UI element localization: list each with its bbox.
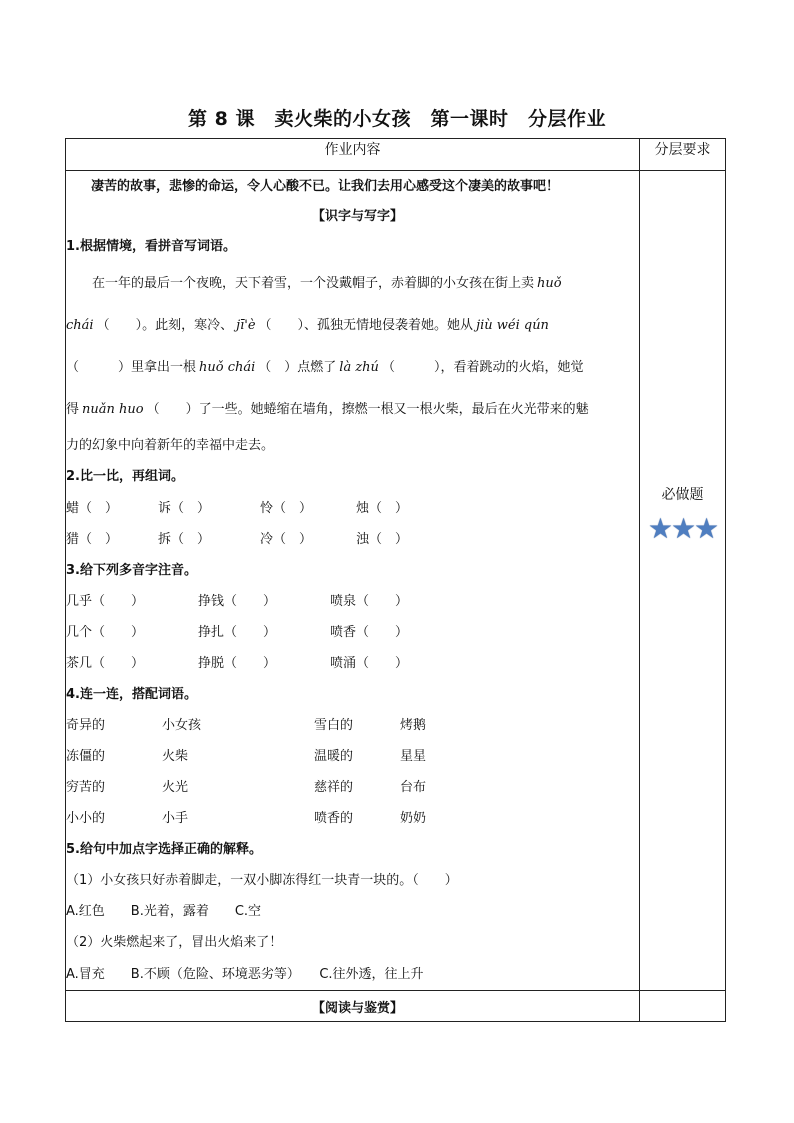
question-4-row: 冻僵的 火柴 温暖的 星星 <box>66 749 427 764</box>
question-4-title: 4.连一连，搭配词语。 <box>66 687 197 702</box>
question-1-title: 1.根据情境，看拼音写词语。 <box>66 238 236 254</box>
homework-content <box>66 171 640 991</box>
question-3-row: 几乎（ ） 挣钱（ ） 喷泉（ ） <box>66 594 409 609</box>
section-heading: 【阅读与鉴赏】 <box>311 1000 403 1016</box>
question-4-row: 小小的 小手 喷香的 奶奶 <box>66 811 427 826</box>
question-5-sentence: （1）小女孩只好赤着脚走，一双小脚冻得红一块青一块的。（ ） <box>66 873 458 888</box>
level-label: 必做题 <box>661 487 704 503</box>
question-3-row: 几个（ ） 挣扎（ ） 喷香（ ） <box>66 625 409 640</box>
homework-table <box>65 138 726 1022</box>
question-5-title: 5.给句中加点字选择正确的解释。 <box>66 842 262 857</box>
question-4-row: 奇异的 小女孩 雪白的 烤鹅 <box>66 718 427 733</box>
question-1-line: 得 nuǎn huo （ ）了一些。她蜷缩在墙角，擦燃一根又一根火柴，最后在火光带来的魅 <box>66 401 589 417</box>
question-4-row: 穷苦的 火光 慈祥的 台布 <box>66 780 427 795</box>
question-3-title: 3.给下列多音字注音。 <box>66 563 197 578</box>
level-cell <box>640 171 726 991</box>
question-5-sentence: （2）火柴燃起来了，冒出火焰来了！ <box>66 935 283 950</box>
question-3-row: 茶几（ ） 挣脱（ ） 喷涌（ ） <box>66 656 409 671</box>
table-header-row <box>66 139 726 171</box>
question-1-line: chái （ ）。此刻，寒冷、 jī'è （ ）、孤独无情地侵袭着她。她从 jiù wéi qún <box>66 317 549 333</box>
table-row <box>66 991 726 1022</box>
question-2-row: 猎（ ） 拆（ ） 冷（ ） 浊（ ） <box>66 532 409 547</box>
intro-text: 凄苦的故事，悲惨的命运，令人心酸不已。让我们去用心感受这个凄美的故事吧！ <box>91 179 560 194</box>
question-5-options: A.冒充 B.不顾（危险、环境恶劣等） C.往外透，往上升 <box>66 966 424 982</box>
question-1-line: （ ）里拿出一根 huǒ chái （ ）点燃了 là zhú （ ），看着跳动的火焰，她觉 <box>66 359 584 375</box>
question-2-row: 蜡（ ） 诉（ ） 怜（ ） 烛（ ） <box>66 501 409 516</box>
page-title: 第 8 课 卖火柴的小女孩 第一课时 分层作业 <box>188 108 606 130</box>
header-content: 作业内容 <box>66 139 640 171</box>
question-1-line: 在一年的最后一个夜晚，天下着雪，一个没戴帽子，赤着脚的小女孩在街上卖 huǒ <box>92 275 562 291</box>
star-rating-icon: ★★★ <box>647 512 718 545</box>
table-row <box>66 171 726 991</box>
question-2-title: 2.比一比，再组词。 <box>66 469 184 484</box>
question-5-options: A.红色 B.光着，露着 C.空 <box>66 904 262 919</box>
section-heading: 【识字与写字】 <box>311 208 403 224</box>
question-1-line: 力的幻象中向着新年的幸福中走去。 <box>66 437 275 453</box>
header-level: 分层要求 <box>640 139 726 171</box>
